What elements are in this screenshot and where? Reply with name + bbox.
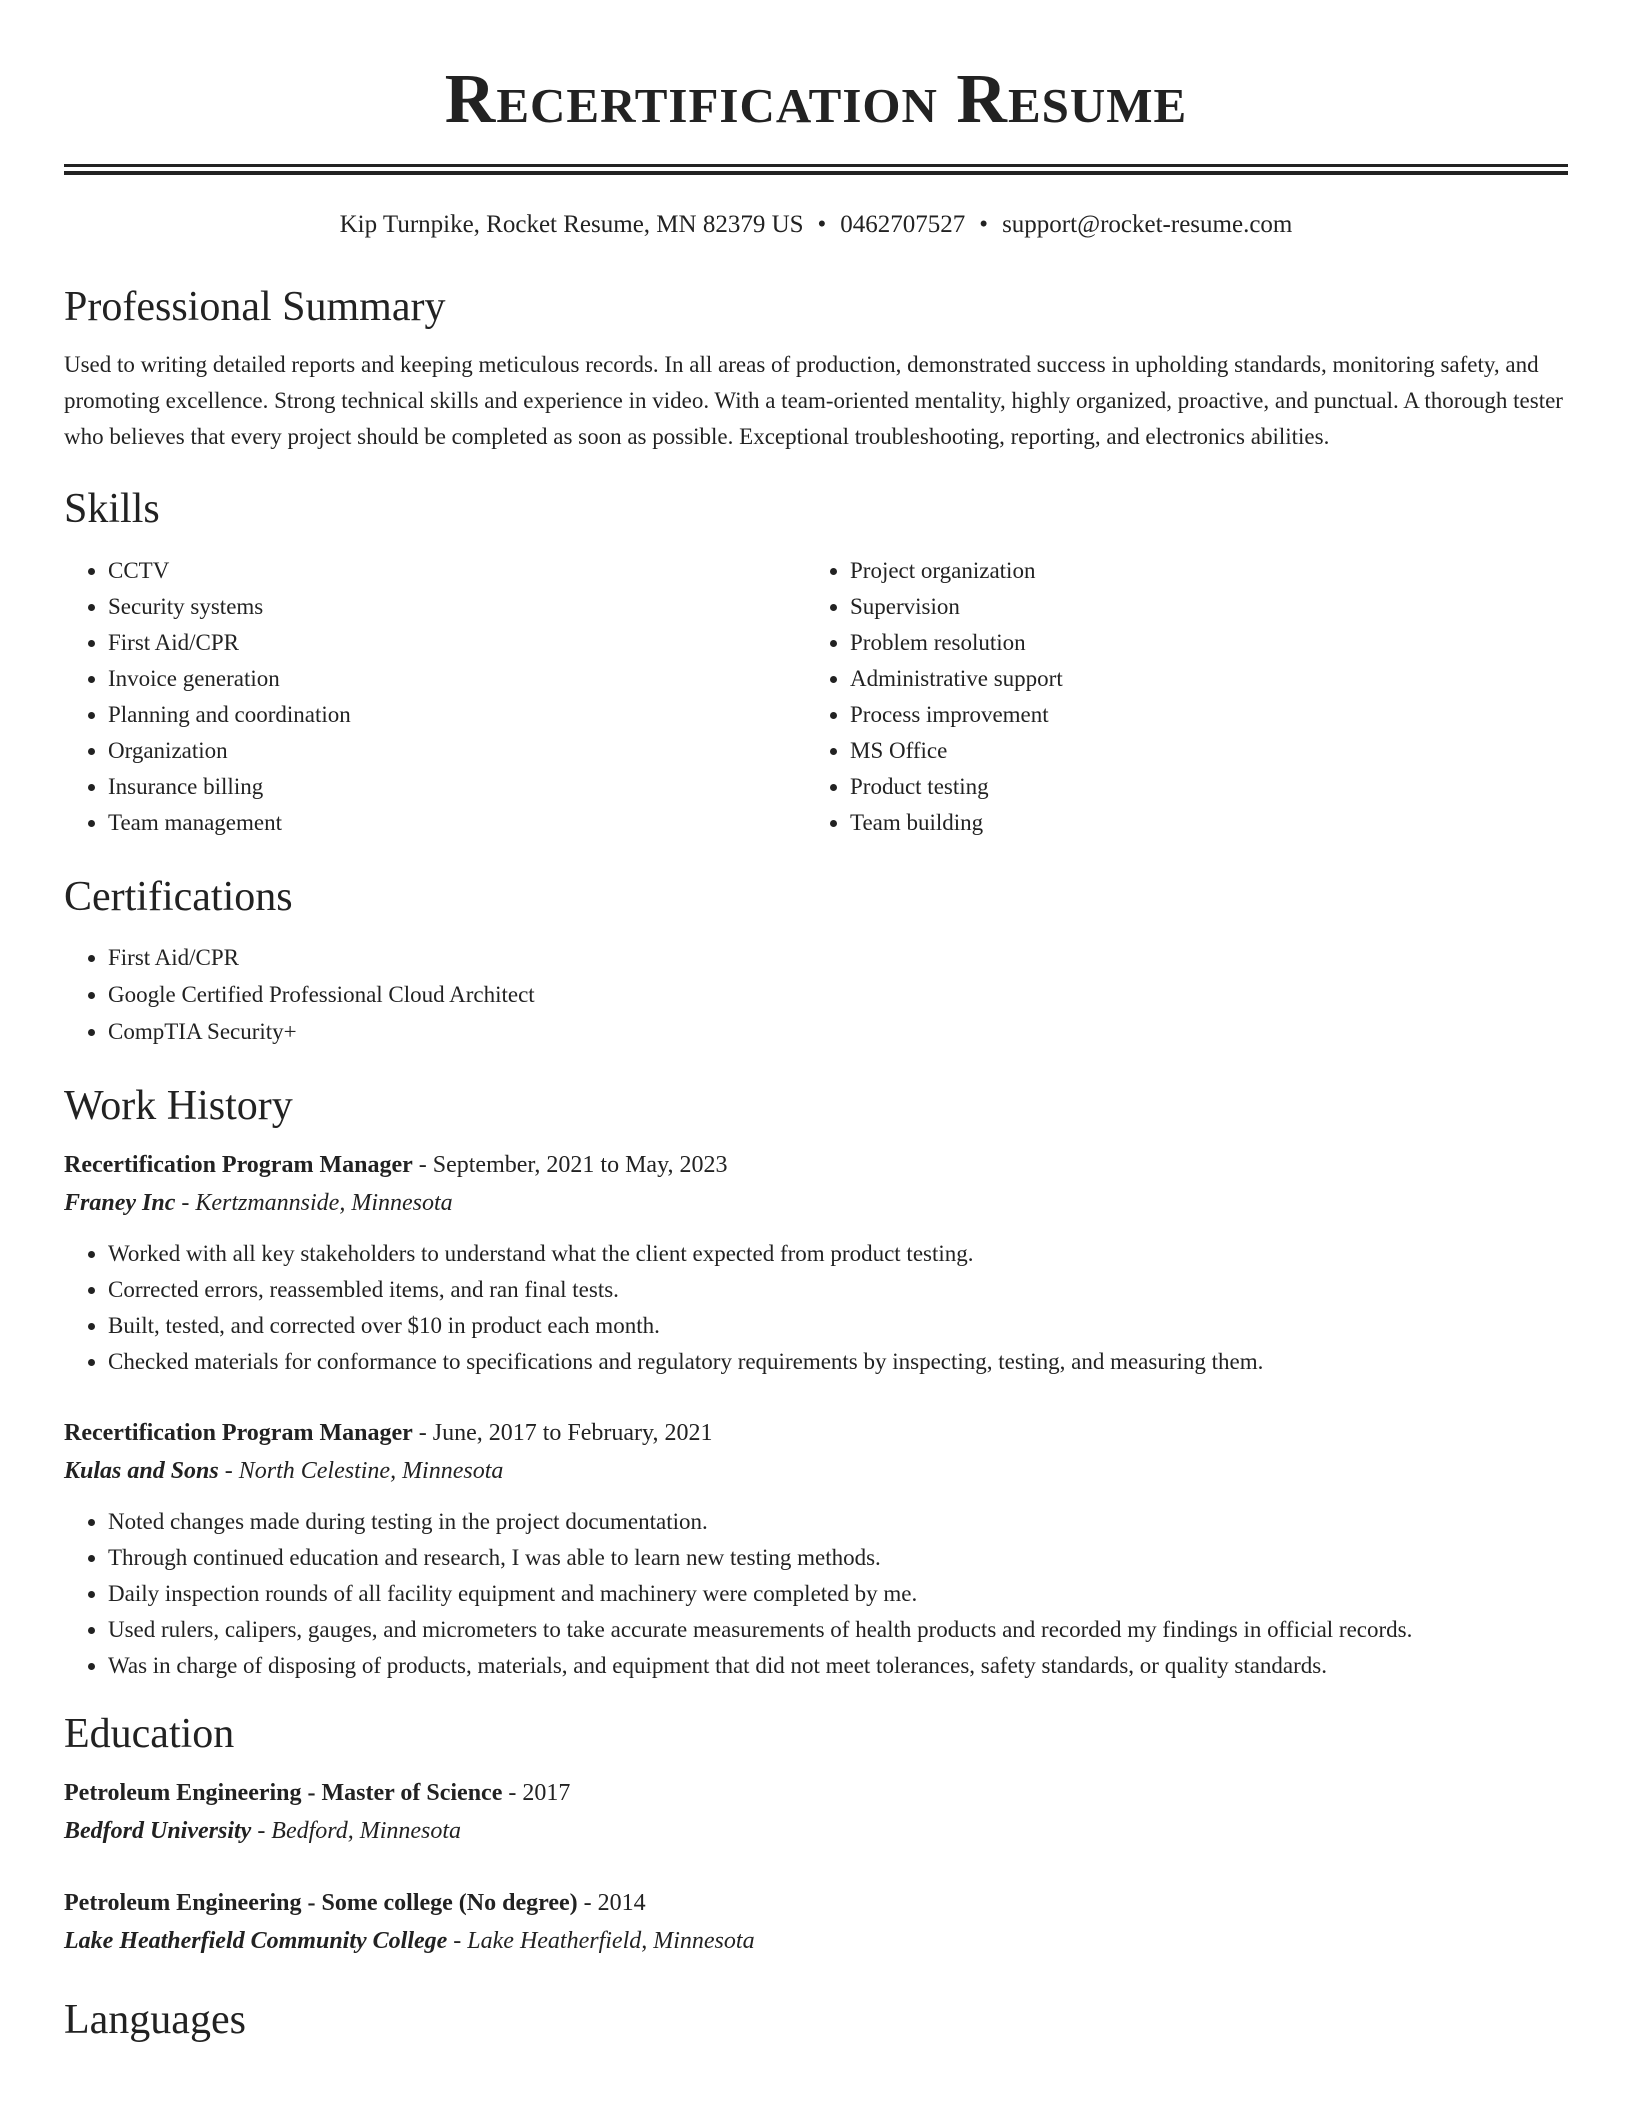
contact-line <box>64 209 1568 241</box>
job-bullets <box>64 1504 1568 1684</box>
job-bullet: • Corrected errors, reassembled items, and ran final tests. <box>108 1272 1568 1308</box>
education-heading: Education <box>64 1711 235 1757</box>
job-bullets <box>64 1236 1568 1380</box>
degree-year: - 2014 <box>577 1890 646 1916</box>
job-bullet: • Checked materials for conformance to specifications and regulatory requirements by inspecting, testing, and measuring them. <box>108 1344 1568 1380</box>
skill-item: • First Aid/CPR <box>108 625 806 661</box>
job-entry <box>64 1414 1568 1684</box>
work-history-heading: Work History <box>64 1083 293 1129</box>
skill-item: • Team building <box>850 805 1548 841</box>
degree: Petroleum Engineering - Some college (No degree) <box>64 1890 578 1916</box>
job-company-line <box>64 1184 1568 1222</box>
job-dates: - September, 2021 to May, 2023 <box>412 1152 728 1178</box>
school-location: - Lake Heatherfield, Minnesota <box>447 1928 755 1954</box>
skill-item: • Planning and coordination <box>108 697 806 733</box>
job-title-line <box>64 1146 1568 1184</box>
degree-line <box>64 1774 1568 1812</box>
skill-item: • CCTV <box>108 553 806 589</box>
skill-item: • Process improvement <box>850 697 1548 733</box>
school-line <box>64 1922 1568 1960</box>
skills-columns <box>64 553 1568 841</box>
skill-item: • Project organization <box>850 553 1548 589</box>
skill-item: • Product testing <box>850 769 1548 805</box>
contact-separator: • <box>817 211 827 238</box>
skill-item: • Organization <box>108 733 806 769</box>
degree-year: - 2017 <box>502 1780 571 1806</box>
skills-left-list <box>64 553 806 841</box>
job-title: Recertification Program Manager <box>64 1420 413 1446</box>
contact-phone: 0462707527 <box>840 211 966 238</box>
certification-item: • First Aid/CPR <box>108 939 1568 976</box>
job-bullet: • Through continued education and research, I was able to learn new testing methods. <box>108 1540 1568 1576</box>
skill-item: • Problem resolution <box>850 625 1548 661</box>
skills-right-list <box>806 553 1548 841</box>
degree-line <box>64 1884 1568 1922</box>
skill-item: • Invoice generation <box>108 661 806 697</box>
certification-item: • Google Certified Professional Cloud Architect <box>108 976 1568 1013</box>
summary-heading: Professional Summary <box>64 284 446 330</box>
job-bullet: • Built, tested, and corrected over $10 in product each month. <box>108 1308 1568 1344</box>
skill-item: • Team management <box>108 805 806 841</box>
job-company: Franey Inc <box>64 1190 176 1216</box>
job-company-line <box>64 1452 1568 1490</box>
job-title-line <box>64 1414 1568 1452</box>
skill-item: • Insurance billing <box>108 769 806 805</box>
resume-title: Recertification Resume <box>444 61 1188 138</box>
certifications-list <box>64 939 1568 1050</box>
job-bullet: • Was in charge of disposing of products, materials, and equipment that did not meet tolerances, safety standards, or quality standards. <box>108 1648 1568 1684</box>
school-line <box>64 1812 1568 1850</box>
title-double-rule <box>64 164 1568 175</box>
skill-item: • MS Office <box>850 733 1548 769</box>
school-name: Bedford University <box>64 1818 252 1844</box>
job-dates: - June, 2017 to February, 2021 <box>412 1420 713 1446</box>
skills-heading: Skills <box>64 486 160 532</box>
skill-item: • Administrative support <box>850 661 1548 697</box>
job-location: - Kertzmannside, Minnesota <box>175 1190 453 1216</box>
school-location: - Bedford, Minnesota <box>251 1818 462 1844</box>
contact-address: Kip Turnpike, Rocket Resume, MN 82379 US <box>339 211 804 238</box>
summary-text: Used to writing detailed reports and keeping meticulous records. In all areas of production, demonstrated success in upholding standards, monitoring safety, and promoting excellence. Strong technical skills and experience in video. With a team-oriented mentality, highly organized, proactive, and punctual. A thorough tester who believes that every project should be completed as soon as possible. Exceptional troubleshooting, reporting, and electronics abilities. <box>64 352 1563 449</box>
languages-heading: Languages <box>64 1997 246 2043</box>
certification-item: • CompTIA Security+ <box>108 1013 1568 1050</box>
job-title: Recertification Program Manager <box>64 1152 413 1178</box>
certifications-heading: Certifications <box>64 874 293 920</box>
job-bullet: • Worked with all key stakeholders to understand what the client expected from product testing. <box>108 1236 1568 1272</box>
skill-item: • Security systems <box>108 589 806 625</box>
job-company: Kulas and Sons <box>64 1458 219 1484</box>
education-entry <box>64 1884 1568 1960</box>
school-name: Lake Heatherfield Community College <box>64 1928 448 1954</box>
job-bullet: • Used rulers, calipers, gauges, and micrometers to take accurate measurements of health products and recorded my findings in official records. <box>108 1612 1568 1648</box>
contact-separator: • <box>979 211 989 238</box>
education-entry <box>64 1774 1568 1850</box>
job-location: - North Celestine, Minnesota <box>218 1458 504 1484</box>
resume-page <box>64 0 1568 2046</box>
job-bullet: • Noted changes made during testing in the project documentation. <box>108 1504 1568 1540</box>
skill-item: • Supervision <box>850 589 1548 625</box>
contact-email[interactable]: support@rocket-resume.com <box>1002 211 1293 238</box>
job-bullet: • Daily inspection rounds of all facility equipment and machinery were completed by me. <box>108 1576 1568 1612</box>
degree: Petroleum Engineering - Master of Science <box>64 1780 503 1806</box>
job-entry <box>64 1146 1568 1380</box>
